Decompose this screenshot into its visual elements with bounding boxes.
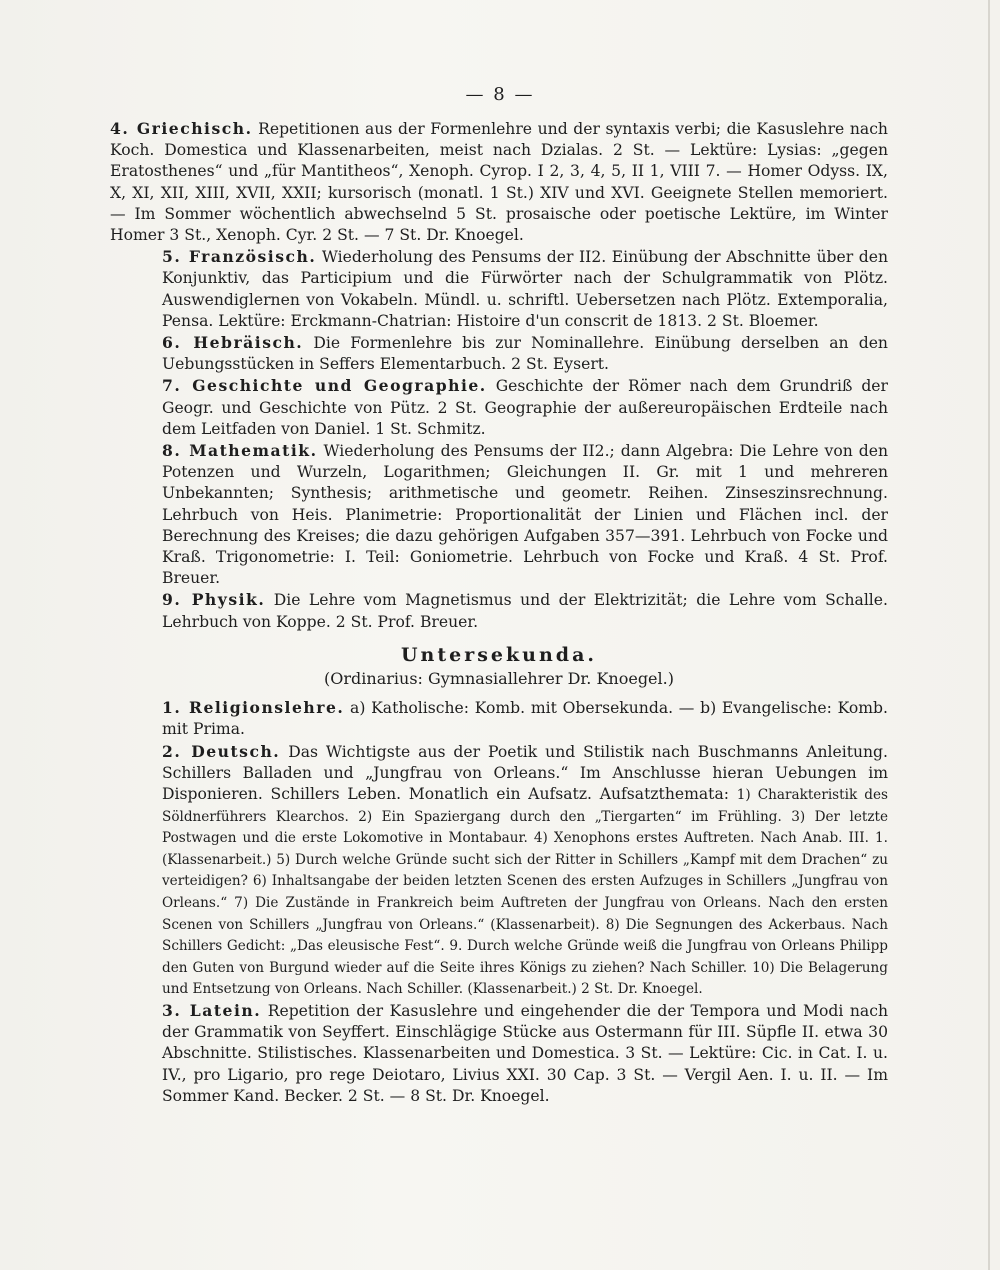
paragraph-franzoesisch — [110, 246, 888, 332]
paragraph-deutsch — [110, 741, 888, 1000]
paragraph-text: Repetitionen aus der Formenlehre und der syntaxis verbi; die Kasuslehre nach Koch. Domestica und Klassenarbeiten, meist nach Dzialas. 2 St. — Lektüre: Lysias: „gegen Eratosthenes“ und „für Mantitheos“, Xenoph. Cyrop. I 2, 3, 4, 5, II 1, VIII 7. — Homer Odyss. IX, X, XI, XII, XIII, XVII, XXII; kursorisch (monatl. 1 St.) XIV und XVI. Geeignete Stellen memoriert. — Im Sommer wöchentlich abwechselnd 5 St. prosaische oder poetische Lektüre, im Winter Homer 3 St., Xenoph. Cyr. 2 St. — 7 St. Dr. Knoegel. — [110, 120, 888, 245]
section-subheading: (Ordinarius: Gymnasiallehrer Dr. Knoegel.) — [324, 669, 674, 689]
subject-label: 4. Griechisch. — [110, 119, 253, 138]
page-fold — [988, 0, 990, 1270]
paragraph-geschichte — [110, 375, 888, 440]
aufsatz-themes: 1) Charakteristik des Söldnerführers Klearchos. 2) Ein Spaziergang durch den „Tiergarten“ im Frühling. 3) Der letzte Postwagen und die erste Lokomotive in Montabaur. 4) Xenophons erstes Auftreten. Nach Anab. III. 1. (Klassenarbeit.) 5) Durch welche Gründe sucht sich der Ritter in Schillers „Kampf mit dem Drachen“ zu verteidigen? 6) Inhaltsangabe der beiden letzten Scenen des ersten Aufzuges in Schillers „Jungfrau von Orleans.“ 7) Die Zustände in Frankreich beim Auftreten der Jungfrau von Orleans. Nach den ersten Scenen von Schillers „Jungfrau von Orleans.“ (Klassenarbeit). 8) Die Segnungen des Ackerbaus. Nach Schillers Gedicht: „Das eleusische Fest“. 9. Durch welche Gründe weiß die Jungfrau von Orleans Philipp den Guten von Burgund wieder auf die Seite ihres Königs zu ziehen? Nach Schiller. 10) Die Belagerung und Entsetzung von Orleans. Nach Schiller. (Klassenarbeit.) 2 St. Dr. Knoegel. — [162, 787, 888, 998]
paragraph-religionslehre — [110, 697, 888, 740]
subject-label: 6. Hebräisch. — [162, 333, 304, 353]
paragraph-physik — [110, 589, 888, 632]
paragraph-hebraeisch — [110, 332, 888, 375]
subject-label: 7. Geschichte und Geographie. — [162, 376, 487, 396]
paragraph-text: Wiederholung des Pensums der II2.; dann Algebra: Die Lehre von den Potenzen und Wurzeln, Logarithmen; Gleichungen II. Gr. mit 1 und mehreren Unbekannten; Synthesis; arithmetische und geometr. Reihen. Zinseszinsrechnung. Lehrbuch von Heis. Planimetrie: Proportionalität der Linien und Flächen incl. der Berechnung des Kreises; die dazu gehörigen Aufgaben 357—391. Lehrbuch von Focke und Kraß. Trigonometrie: I. Teil: Goniometrie. Lehrbuch von Focke und Kraß. 4 St. Prof. Breuer. — [162, 442, 888, 588]
section-heading: Untersekunda. — [400, 643, 598, 666]
subject-label: 1. Religionslehre. — [162, 698, 345, 718]
paragraph-mathematik — [110, 440, 888, 589]
page-body — [110, 118, 888, 1107]
paragraph-latein — [110, 1000, 888, 1107]
paragraph-text: Wiederholung des Pensums der II2. Einübung der Abschnitte über den Konjunktiv, das Participium und die Fürwörter nach der Schulgrammatik von Plötz. Auswendiglernen von Vokabeln. Mündl. u. schriftl. Uebersetzen nach Plötz. Extemporalia, Pensa. Lektüre: Erckmann-Chatrian: Histoire d'un conscrit de 1813. 2 St. Bloemer. — [162, 248, 888, 330]
paragraph-text: Repetition der Kasuslehre und eingehender die der Tempora und Modi nach der Grammatik von Seyffert. Einschlägige Stücke aus Ostermann für III. Süpfle II. etwa 30 Abschnitte. Stilistisches. Klassenarbeiten und Domestica. 3 St. — Lektüre: Cic. in Cat. I. u. IV., pro Ligario, pro rege Deiotaro, Livius XXI. 30 Cap. 3 St. — Vergil Aen. I. u. II. — Im Sommer Kand. Becker. 2 St. — 8 St. Dr. Knoegel. — [162, 1002, 888, 1105]
subject-label: 3. Latein. — [162, 1001, 262, 1021]
paragraph-text: Die Lehre vom Magnetismus und der Elektrizität; die Lehre vom Schalle. Lehrbuch von Koppe. 2 St. Prof. Breuer. — [162, 591, 888, 631]
paragraph-text: a) Katholische: Komb. mit Obersekunda. — b) Evangelische: Komb. mit Prima. — [162, 699, 888, 739]
subject-label: 5. Französisch. — [162, 247, 317, 267]
subject-label: 2. Deutsch. — [162, 741, 281, 761]
page-number: — 8 — — [465, 84, 535, 105]
paragraph-text: Das Wichtigste aus der Poetik und Stilistik nach Buschmanns Anleitung. Schillers Balladen und „Jungfrau von Orleans.“ Im Anschlusse hieran Uebungen im Disponieren. Schillers Leben. Monatlich ein Aufsatz. Aufsatzthemata: — [162, 742, 889, 804]
subject-label: 8. Mathematik. — [162, 441, 318, 461]
subject-label: 9. Physik. — [162, 590, 266, 610]
paragraph-text: Die Formenlehre bis zur Nominallehre. Einübung derselben an den Uebungsstücken in Seffers Elementarbuch. 2 St. Eysert. — [162, 334, 888, 374]
paragraph-text: Geschichte der Römer nach dem Grundriß der Geogr. und Geschichte von Pütz. 2 St. Geographie der außereuropäischen Erdteile nach dem Leitfaden von Daniel. 1 St. Schmitz. — [162, 377, 888, 438]
paragraph-griechisch — [110, 118, 888, 246]
